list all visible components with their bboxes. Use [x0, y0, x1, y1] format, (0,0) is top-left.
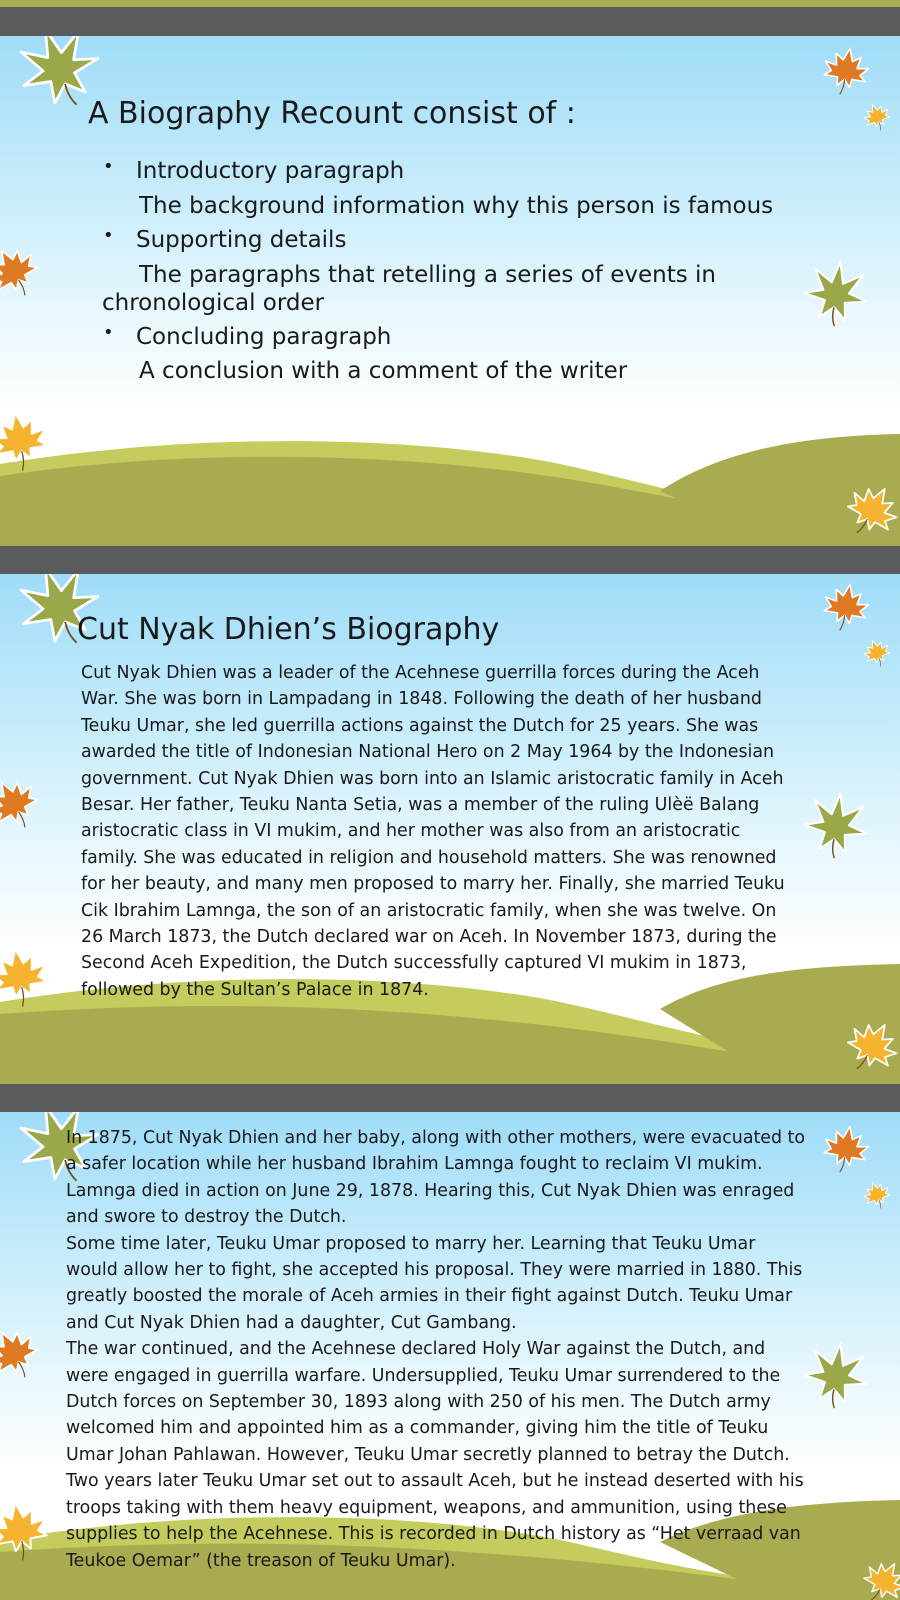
- bullet-detail: The background information why this person is famous: [139, 193, 774, 219]
- bullet-label: Concluding paragraph: [136, 324, 392, 350]
- bullet-label: Introductory paragraph: [136, 158, 405, 184]
- bullet-label: Supporting details: [136, 227, 347, 253]
- bullet-dot: •: [103, 225, 114, 246]
- bullet-item: [103, 156, 405, 184]
- bullet-dot: •: [103, 322, 114, 343]
- story-paragraph: Some time later, Teuku Umar proposed to marry her. Learning that Teuku Umar would allow her to fight, she accepted his proposal. They were married in 1880. This greatly boosted the morale of Aceh armies in their fight against Dutch. Teuku Umar and Cut Nyak Dhien had a daughter, Cut Gambang.: [66, 1233, 803, 1333]
- slide-2: [0, 574, 900, 1084]
- slide-title: Cut Nyak Dhien’s Biography: [77, 612, 500, 647]
- leaf-green-icon: [794, 1327, 877, 1422]
- leaf-green-icon: [794, 777, 877, 872]
- story-paragraph: The war continued, and the Acehnese declared Holy War against the Dutch, and were engaged in guerrilla warfare. Undersupplied, Teuku Umar surrendered to the Dutch forces on September 30, 1893 along with 250 of his men. The Dutch army welcomed him and appointed him as a commander, giving him the title of Teuku Umar Johan Pahlawan. However, Teuku Umar secretly planned to betray the Dutch. Two years later Teuku Umar set out to assault Aceh, but he instead deserted with his troops taking with them heavy equipment, weapons, and ammunition, using these supplies to help the Acehnese. This is recorded in Dutch history as “Het verraad van Teukoe Oemar” (the treason of Teuku Umar).: [66, 1339, 804, 1571]
- bullet-detail: The paragraphs that retelling a series of events in: [139, 262, 716, 288]
- bullet-item: [103, 322, 392, 350]
- bullet-dot: •: [103, 156, 114, 177]
- slide-title: A Biography Recount consist of :: [88, 96, 576, 131]
- leaf-green-icon: [794, 245, 877, 340]
- maple-orange-icon: [815, 574, 876, 640]
- story-text: [66, 1125, 806, 1574]
- maple-orange-icon: [815, 1116, 876, 1182]
- biography-paragraph: Cut Nyak Dhien was a leader of the Acehnese guerrilla forces during the Aceh War. She was born in Lampadang in 1848. Following the death of her husband Teuku Umar, she led guerrilla actions against the Dutch for 25 years. She was awarded the title of Indonesian National Hero on 2 May 1964 by the Indonesian government. Cut Nyak Dhien was born into an Islamic aristocratic family in Aceh Besar. Her father, Teuku Nanta Setia, was a member of the ruling Ulèë Balang aristocratic class in VI mukim, and her mother was also from an aristocratic family. She was educated in religion and household matters. She was renowned for her beauty, and many men proposed to marry her. Finally, she married Teuku Cik Ibrahim Lamnga, the son of an aristocratic family, when she was twelve. On 26 March 1873, the Dutch declared war on Aceh. In November 1873, during the Second Aceh Expedition, the Dutch successfully captured VI mukim in 1873, followed by the Sultan’s Palace in 1874.: [81, 663, 785, 1000]
- maple-orange-icon: [815, 38, 876, 104]
- top-strip: [0, 0, 900, 7]
- bullet-detail: A conclusion with a comment of the writer: [139, 358, 628, 384]
- slide-1: [0, 36, 900, 546]
- bullet-item: [103, 225, 347, 253]
- bullet-detail-continuation: chronological order: [102, 290, 325, 316]
- slide-3: [0, 1112, 900, 1600]
- story-paragraph: In 1875, Cut Nyak Dhien and her baby, along with other mothers, were evacuated to a safer location while her husband Ibrahim Lamnga fought to reclaim VI mukim. Lamnga died in action on June 29, 1878. Hearing this, Cut Nyak Dhien was enraged and swore to destroy the Dutch.: [66, 1128, 806, 1228]
